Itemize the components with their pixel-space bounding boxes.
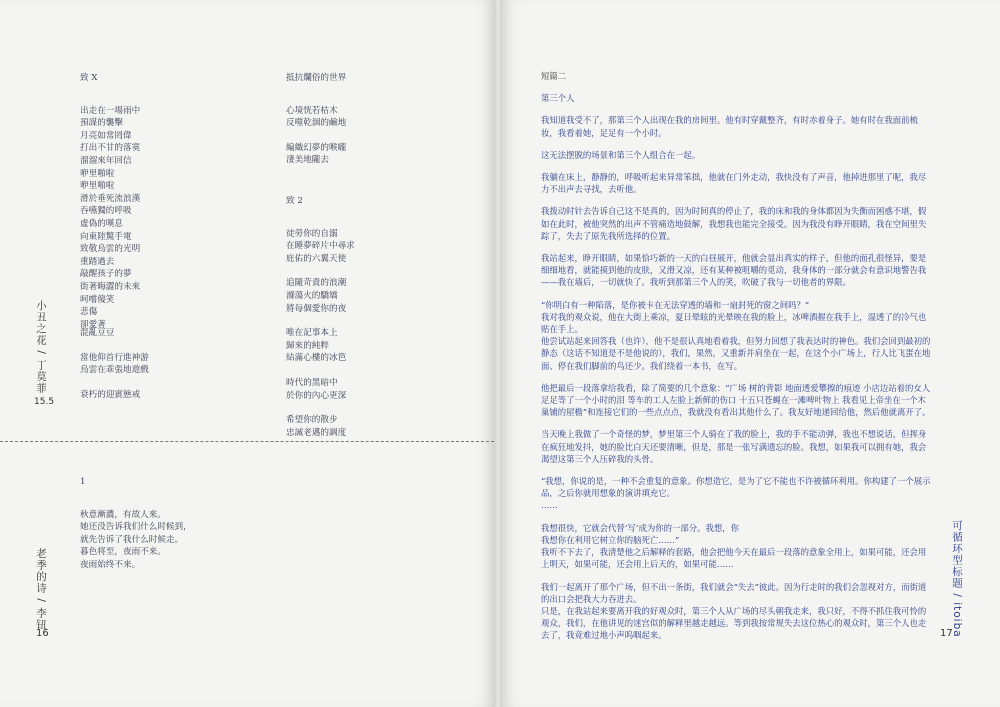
poem-column-2 xyxy=(286,72,355,439)
story-paragraph: “我想，你说的是，一种不会重复的意象。你想造它，是为了它不能也不许被循环利用。你构建了一个展示品，之后你就用想象的演讲填充它。 …… xyxy=(541,476,931,511)
poem-line: 咿里啪啦 xyxy=(80,181,115,192)
poem-line: 淒美地隴去 xyxy=(286,155,329,166)
poem-line: 編織幻夢的喉嚨 xyxy=(286,142,347,153)
poem-zhi-x xyxy=(80,72,140,331)
story-paragraph: 他把最后一段落拿给我看，除了简要的几个意象：“广场 树的背影 地面透爱攀擦的痕迹 小店边站着的女人足足等了一个小时的泪 等车的工人左脸上新鲜的伤口 十五只苍蝇在一滩啤叶物上 我看见上帝坐在一个木巢铺的屋檐”和连接它们的一些点点点，我就没有看出其他什么了。我友好地递回给他，然后他就离开了。 xyxy=(541,382,931,418)
poem-line: 時代的黑暗中 xyxy=(286,377,338,388)
poem-line: 就先告诉了我什么时候走。 xyxy=(80,534,184,545)
poem-line: 重踏過去 xyxy=(80,256,115,267)
story-title: 第三个人 xyxy=(541,93,575,104)
poem-line: 向東陸驚手電 xyxy=(80,231,132,242)
left-page xyxy=(0,0,496,707)
poem-line: 當他仰首行進神游 xyxy=(80,352,149,363)
story-paragraph: 我想很快，它就会代替‘写’成为你的一部分。我想，你 我想你在利用它树立你的脑死亡……” 我听不下去了，我清楚他之后解释的套路，他会把他今天在最后一段落的意象全用上，如果可能，还会用上明天，如果可能，还会用上后天的，如果可能…… xyxy=(541,522,927,570)
poem-line: 反噬乾涸的鹼地 xyxy=(286,118,347,129)
poem-line: 月亮如常罔偉 xyxy=(80,130,132,141)
poem-line: 心境恍若枯木 xyxy=(286,105,338,116)
poem-laoji xyxy=(80,476,192,572)
stanza-gap xyxy=(286,265,355,277)
poem-line: 將每個愛你的夜 xyxy=(286,303,347,314)
poem-title: 1 xyxy=(80,477,86,487)
poem-line: 庇佑的六翼天使 xyxy=(286,253,347,264)
poem-line: 咿里啪啦 xyxy=(80,168,115,179)
poem-line: 徒勞你的自溺 xyxy=(286,228,338,239)
stanza-gap xyxy=(286,130,355,142)
poem-lines xyxy=(286,105,355,167)
poem-line: 打出不甘的落寞 xyxy=(80,143,141,154)
poem-line: 虛偽的嘆息 xyxy=(80,218,123,229)
poem-line: 悲傷 xyxy=(80,307,98,318)
poem-lines xyxy=(80,327,149,401)
stanza-gap xyxy=(80,377,149,389)
page-number-left: 16 xyxy=(36,628,49,639)
story-paragraph: 我站起来，睁开眼睛，如果恰巧新的一天的白昼展开，他就会显出真实的样子，但他的面孔很怪异，要是细细地看，就能摸到他的皮肤，又滑又凉，还有某种被咀嚼的觅动，我身体的一部分就会有意识地警告我——我在墙后，一切就快了。我听到那第三个人的笑，吹破了我与一切他者的界限。 xyxy=(541,253,927,288)
stanza-gap xyxy=(80,340,149,352)
date-label: 15.5 xyxy=(34,397,55,407)
poem-line: 衰朽的迎賓態戒 xyxy=(80,389,141,400)
poem-title: 致 X xyxy=(80,73,98,83)
poem-line: 街著晦澀的未來 xyxy=(80,281,141,292)
poem-line: 預謀的襲擊 xyxy=(80,118,123,129)
poem-line: 結滿心樓的冰笆 xyxy=(286,353,347,364)
poem-line: 唯在記事本上 xyxy=(286,328,338,339)
divider-dashed xyxy=(0,441,494,442)
poem-line: 在睡夢碎片中尋求 xyxy=(286,241,355,252)
poem-line: 追隨苛責的浪潮 xyxy=(286,278,347,289)
poem-line: 溜溜來年回信 xyxy=(80,155,132,166)
poem-line: 卻愛著 xyxy=(80,319,106,330)
poem-line: 希望你的散步 xyxy=(286,415,338,426)
stanza-gap xyxy=(286,402,355,414)
poem-lines xyxy=(80,509,192,572)
story-paragraph: 当天晚上我做了一个奇怪的梦，梦里第三个人骑在了我的脸上，我的手不能动弹，我也不想说话，但挥身在疯狂地发抖，她的脸比白天还要清晰，但是，那是一张写满遗忘的脸。我想，如果我可以拥有她，我会渴望这第三个人压碎我的头骨。 xyxy=(541,429,927,464)
stanza-gap xyxy=(286,365,355,377)
section-author-label: 小丑之花 / 丁莫菲 xyxy=(35,300,47,394)
poem-line: 夜雨始终不来。 xyxy=(80,559,141,570)
poem-hunluan xyxy=(80,327,149,401)
poem-line: 於你的內心更深 xyxy=(286,390,347,401)
poem-line: 敲醒孩子的夢 xyxy=(80,269,132,280)
poem-title: 抵抗爛俗的世界 xyxy=(286,73,347,83)
poem-line: 烏雲在乖張地遊戲 xyxy=(80,365,149,376)
page-number-right: 17 xyxy=(940,628,953,639)
story-paragraph: 我拨动时针去告诉自己这不是真的，因为时间真的停止了，我的床和我的身体都因为失衡而困惑不堪，假如在此时，被他突然的出声不管痛造地鼓解，我想我也能完全接受。因为我没有睁开眼睛，我在空间里失踪了，失去了原先我所选择的位置。 xyxy=(541,206,927,241)
poem-line: 滑於垂死流浪漢 xyxy=(80,193,141,204)
poem-line: 秋意漸濃，有故人來。 xyxy=(80,509,166,520)
section-author-label-right: 可循环型标题 / itoiba xyxy=(951,520,963,638)
poem-line: 她还没告诉我们什么时候到， xyxy=(80,522,192,533)
poem-title-2: 致 2 xyxy=(286,195,303,206)
poem-line: 致敬烏雲的光明 xyxy=(80,244,141,255)
story-paragraph: 我躺在床上，静静的，呼吸听起来异常笨拙，他就在门外走动，我快没有了声音，他掉进那里了呢，我尽力不出声去寻找，去听他。 xyxy=(541,172,927,195)
poem-line: 暮色将至，夜雨不来。 xyxy=(80,547,166,558)
poem-line: 吞嚥獨的呼吸 xyxy=(80,206,132,217)
story-paragraph: “你明白有一种陷落，是你被卡在无法穿透的墙和一扇封死的窗之间吗？” 我对我的观众说，他在大街上乘凉，夏日晕眩的光晕映在我的脸上，冰啤酒握在我手上，湿透了的冷气也贴在手上。 他尝试站起来回答我（也许），他不是很认真地看着我，但努力回想了我表达时的神色。我们会回到最初的静态（这话不知道是不是他说的），我们，果然，又重新并肩坐在一起，在这个小广场上，行人比飞蛋在地面、停在我们脚前的鸟还少。我们绕着一本书，在写。 xyxy=(541,299,931,371)
poem-line: 歸來的純粹 xyxy=(286,340,329,351)
stanza-gap xyxy=(286,315,355,327)
story-paragraph: 我们一起离开了那个广场，但不出一条街，我们就会“失去”彼此。因为行走时的我们会忽视对方，而街道的出口会把我大力吞进去。 只是，在我站起来要离开我的好观众时，第三个人从广场的尽头朝我走来，我只好，不得不抓住我可怜的观众，我们，在他讲见的迷宫似的解释里越走越远。等到我按常规失去这位热心的观众时，第三个人也走去了，我竟难过地小声呜咽起来。 xyxy=(541,581,927,641)
poem-lines xyxy=(286,228,355,440)
section-heading: 短篇二 xyxy=(541,71,567,81)
section-author-label-2: 老季的诗 / 李钮 xyxy=(35,548,47,631)
story-body xyxy=(541,114,931,641)
story-paragraph: 我知道我受不了，那第三个人出现在我的房间里。他有时穿戴整齐，有时赤着身子。她有时在我面前梳妆，我看着她，足足有一个小时。 xyxy=(541,115,918,138)
story-paragraph: 这无法摆脱的场景和第三个人组合在一起。 xyxy=(541,149,701,160)
poem-line: 出走在一場雨中 xyxy=(80,105,141,116)
poem-line: 滌蕩火的驕矯 xyxy=(286,290,338,301)
poem-lines xyxy=(80,105,140,332)
poem-line: 混亂豆豆 xyxy=(80,328,115,338)
short-story xyxy=(541,70,931,652)
poem-line: 呵嚐傻笑 xyxy=(80,294,115,305)
poem-line: 忠誠老邁的調度 xyxy=(286,427,347,438)
